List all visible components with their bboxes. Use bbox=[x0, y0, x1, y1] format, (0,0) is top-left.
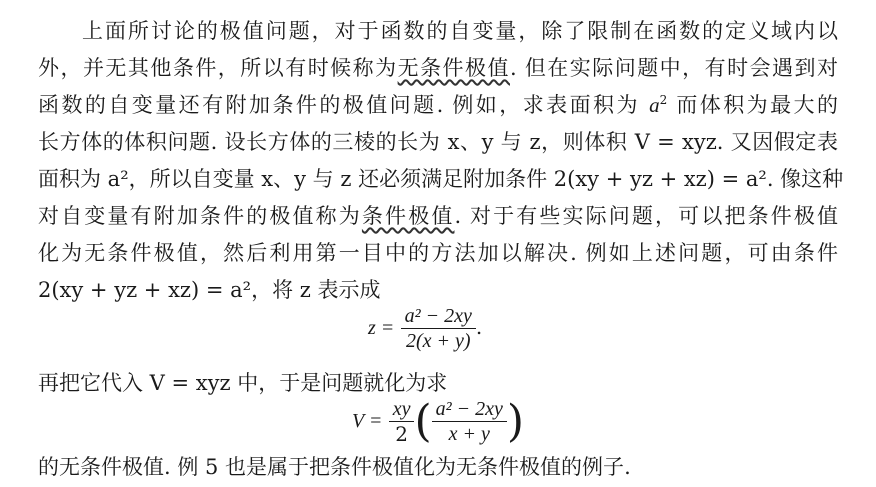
paragraph-line-8: 2(xy + yz + xz) = a²，将 z 表示成 bbox=[38, 278, 381, 302]
formula-v-f2-numerator: a² − 2xy bbox=[432, 397, 507, 422]
paragraph-line-7: 化为无条件极值，然后利用第一目中的方法加以解决. 例如上述问题，可由条件 bbox=[38, 241, 838, 265]
formula-z-numerator: a² − 2xy bbox=[401, 304, 476, 329]
formula-z-end: . bbox=[475, 315, 483, 339]
line-6-text-b: . 对于有些实际问题，可以把条件极值 bbox=[454, 204, 839, 228]
line-3-var-a: a bbox=[649, 93, 660, 117]
line-2-text-b: . 但在实际问题中，有时会遇到对 bbox=[510, 56, 839, 80]
line-10-text: 的无条件极值. 例 5 也是属于把条件极值化为无条件极值的例子 bbox=[38, 455, 625, 479]
paragraph-line-1: 上面所讨论的极值问题，对于函数的自变量，除了限制在函数的定义域内以 bbox=[82, 19, 838, 43]
formula-v-f1-denominator: 2 bbox=[395, 422, 408, 446]
line-3-text-a: 函数的自变量还有附加条件的极值问题. 例如，求表面积为 bbox=[38, 93, 650, 117]
formula-z-denominator: 2(x + y) bbox=[405, 330, 471, 352]
line-6-text-a: 对自变量有附加条件的极值称为 bbox=[38, 204, 362, 228]
paragraph-line-4: 长方体的体积问题. 设长方体的三棱的长为 x、y 与 z，则体积 V = xyz. 又因假定表 bbox=[38, 130, 838, 154]
line-2-text-a: 外，并无其他条件，所以有时候称为 bbox=[38, 56, 398, 80]
formula-v-right-paren: ) bbox=[506, 396, 525, 447]
paragraph-line-2 bbox=[38, 55, 838, 81]
formula-v-fraction-1 bbox=[389, 397, 415, 446]
paragraph-line-3 bbox=[38, 92, 838, 118]
formula-z-lhs: z = bbox=[368, 317, 395, 339]
line-3-exponent: 2 bbox=[659, 93, 668, 107]
formula-v-lhs: V = bbox=[352, 410, 383, 432]
paragraph-line-5: 面积为 a²，所以自变量 x、y 与 z 还必须满足附加条件 2(xy + yz + xz) = a². 像这种 bbox=[38, 167, 844, 191]
line-10-end: . bbox=[624, 455, 631, 479]
paragraph-line-6 bbox=[38, 203, 838, 229]
term-conditional-extremum: 条件极值 bbox=[361, 204, 455, 228]
line-3-text-b: 而体积为最大的 bbox=[667, 93, 838, 117]
formula-z-fraction bbox=[401, 304, 476, 353]
paragraph-line-9: 再把它代入 V = xyz 中，于是问题就化为求 bbox=[38, 371, 448, 395]
formula-v-fraction-2 bbox=[432, 397, 507, 446]
formula-v-f2-denominator: x + y bbox=[448, 423, 490, 445]
formula-v-f1-numerator: xy bbox=[389, 397, 415, 422]
formula-v bbox=[352, 396, 524, 447]
paragraph-line-10 bbox=[38, 454, 838, 480]
formula-v-left-paren: ( bbox=[414, 396, 432, 447]
formula-z bbox=[368, 304, 482, 353]
term-unconditional-extremum: 无条件极值 bbox=[397, 56, 510, 80]
